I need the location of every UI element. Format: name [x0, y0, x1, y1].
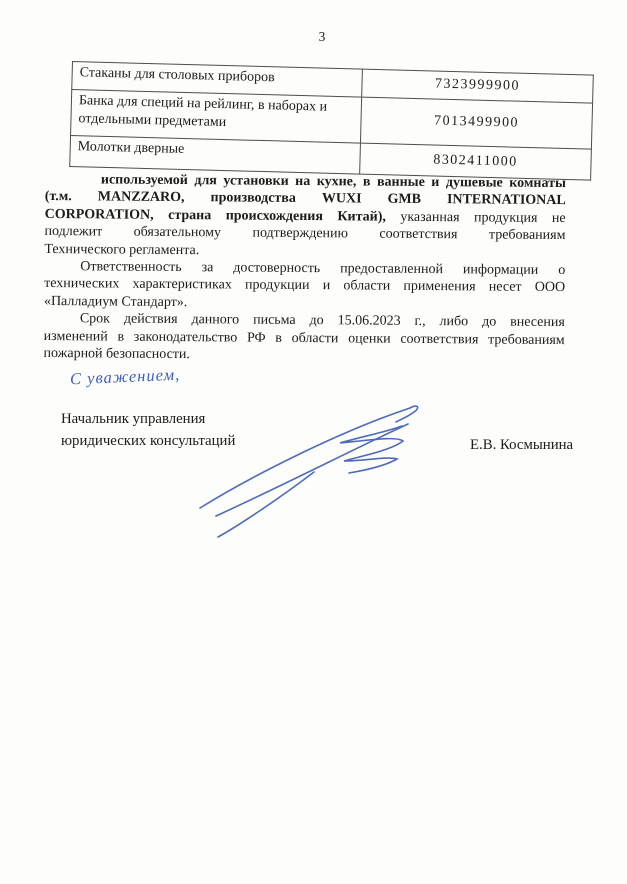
signatory-title-line2: юридических консультаций — [61, 432, 236, 449]
signature-ink-icon — [186, 386, 424, 538]
product-codes-table-wrap — [69, 61, 593, 181]
paragraph-1 — [44, 171, 566, 262]
page-number: 3 — [318, 29, 326, 44]
product-codes-table — [69, 61, 594, 181]
body-line: изменений в законодательство РФ в области оценки соответствия требованиям — [43, 328, 565, 348]
body-line: Срок действия данного письма до 15.06.2023 г., либо до внесения — [79, 311, 565, 331]
signature-autograph — [186, 386, 424, 538]
body-line: подлежит обязательному подтверждению соответствия требованиям — [44, 224, 566, 244]
paragraph-2 — [44, 258, 565, 314]
body-line: технических характеристиках продукции и области применения несет ООО — [44, 276, 566, 296]
product-name-cell: Молотки дверные — [70, 135, 361, 174]
body-line: Технического регламента. — [44, 241, 200, 258]
product-name-cell: Банка для специй на рейлинг, в наборах и отдельными предметами — [71, 90, 362, 144]
body-line: CORPORATION, страна происхождения Китай), указанная продукция не — [44, 206, 566, 226]
body-line: (т.м. MANZZARO, производства WUXI GMB INTERNATIONAL — [44, 189, 566, 209]
body-line: Ответственность за достоверность предоставленной информации о — [80, 259, 566, 279]
letter-body — [43, 171, 565, 367]
paragraph-3 — [43, 310, 564, 366]
handwritten-salutation: С уважением, — [69, 364, 181, 389]
signatory-name: Е.В. Космынина — [470, 437, 574, 453]
signatory-title-line1: Начальник управления — [61, 411, 206, 427]
body-line: «Палладиум Стандарт». — [43, 293, 188, 310]
body-line: используемой для установки на кухне, в ванные и душевые комнаты — [100, 172, 566, 192]
hs-code-cell: 8302411000 — [360, 143, 592, 180]
hs-code-cell: 7013499900 — [360, 97, 592, 149]
hs-code-cell: 7323999900 — [362, 69, 594, 103]
product-name-cell: Стаканы для столовых приборов — [72, 62, 363, 98]
body-line: пожарной безопасности. — [43, 346, 190, 363]
